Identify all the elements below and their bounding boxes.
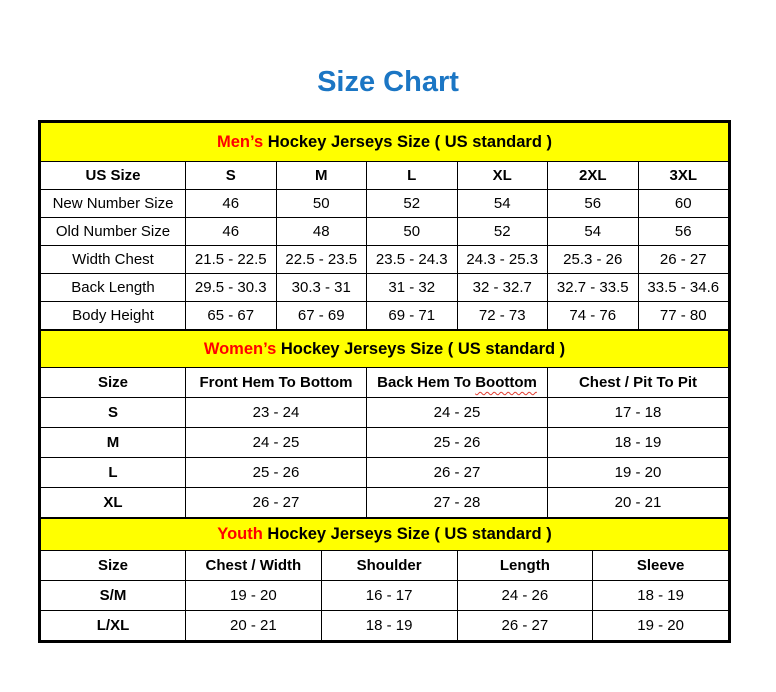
youth-banner-highlight: Youth (217, 525, 263, 543)
mens-col-header: XL (457, 162, 548, 190)
mens-cell: 54 (457, 190, 548, 218)
page-title: Size Chart (317, 66, 459, 98)
mens-banner (41, 123, 729, 162)
womens-cell: 25 - 26 (186, 458, 367, 488)
womens-header-row (41, 368, 729, 398)
youth-cell: 19 - 20 (186, 581, 322, 611)
youth-col-header: Chest / Width (186, 551, 322, 581)
mens-col-header: 3XL (638, 162, 729, 190)
mens-cell: 24.3 - 25.3 (457, 246, 548, 274)
womens-banner-highlight: Women’s (203, 339, 277, 358)
mens-cell: 31 - 32 (367, 274, 458, 302)
youth-size-label: L/XL (41, 611, 186, 641)
womens-size-label: XL (41, 488, 186, 518)
mens-cell: 56 (638, 218, 729, 246)
mens-cell: 72 - 73 (457, 302, 548, 330)
mens-col-header: 2XL (548, 162, 639, 190)
mens-col-header: US Size (41, 162, 186, 190)
mens-cell: 23.5 - 24.3 (367, 246, 458, 274)
womens-banner-text: Hockey Jerseys Size ( US standard ) (276, 339, 566, 358)
mens-cell: 46 (186, 218, 277, 246)
youth-size-table (40, 518, 729, 641)
mens-cell: 30.3 - 31 (276, 274, 367, 302)
womens-cell: 26 - 27 (186, 488, 367, 518)
womens-size-label: L (41, 458, 186, 488)
mens-cell: 46 (186, 190, 277, 218)
womens-col-back-prefix: Back Hem To (377, 374, 476, 391)
mens-banner-highlight: Men’s (216, 132, 264, 151)
mens-cell: 33.5 - 34.6 (638, 274, 729, 302)
womens-size-table (40, 330, 729, 518)
mens-header-row (41, 162, 729, 190)
mens-cell: 32 - 32.7 (457, 274, 548, 302)
womens-cell: 24 - 25 (367, 398, 548, 428)
youth-col-header: Sleeve (593, 551, 729, 581)
youth-col-header: Size (41, 551, 186, 581)
mens-col-header: S (186, 162, 277, 190)
mens-cell: 26 - 27 (638, 246, 729, 274)
mens-cell: 29.5 - 30.3 (186, 274, 277, 302)
youth-row-sm (41, 581, 729, 611)
womens-cell: 25 - 26 (367, 428, 548, 458)
youth-cell: 26 - 27 (457, 611, 593, 641)
mens-row-label: Body Height (41, 302, 186, 330)
youth-cell: 20 - 21 (186, 611, 322, 641)
womens-col-header: Size (41, 368, 186, 398)
mens-row-label: Back Length (41, 274, 186, 302)
mens-cell: 69 - 71 (367, 302, 458, 330)
mens-cell: 48 (276, 218, 367, 246)
youth-cell: 16 - 17 (321, 581, 457, 611)
mens-cell: 67 - 69 (276, 302, 367, 330)
mens-row-old-number (41, 218, 729, 246)
mens-row-body-height (41, 302, 729, 330)
womens-row-s (41, 398, 729, 428)
mens-cell: 32.7 - 33.5 (548, 274, 639, 302)
youth-cell: 18 - 19 (321, 611, 457, 641)
mens-cell: 74 - 76 (548, 302, 639, 330)
womens-size-label: M (41, 428, 186, 458)
mens-cell: 22.5 - 23.5 (276, 246, 367, 274)
mens-row-back-length (41, 274, 729, 302)
mens-row-label: Width Chest (41, 246, 186, 274)
mens-cell: 77 - 80 (638, 302, 729, 330)
womens-col-back-misspelled-word: Boottom (475, 374, 537, 391)
mens-cell: 65 - 67 (186, 302, 277, 330)
womens-banner-row (41, 331, 729, 368)
youth-col-header: Shoulder (321, 551, 457, 581)
mens-cell: 52 (457, 218, 548, 246)
mens-cell: 25.3 - 26 (548, 246, 639, 274)
size-chart-tables (38, 120, 731, 643)
mens-row-label: New Number Size (41, 190, 186, 218)
womens-col-header (367, 368, 548, 398)
youth-banner (41, 519, 729, 551)
womens-row-xl (41, 488, 729, 518)
mens-cell: 60 (638, 190, 729, 218)
mens-col-header: M (276, 162, 367, 190)
womens-cell: 18 - 19 (548, 428, 729, 458)
womens-row-l (41, 458, 729, 488)
womens-col-header: Chest / Pit To Pit (548, 368, 729, 398)
mens-row-new-number (41, 190, 729, 218)
mens-size-table (40, 122, 729, 330)
womens-cell: 20 - 21 (548, 488, 729, 518)
mens-cell: 52 (367, 190, 458, 218)
womens-row-m (41, 428, 729, 458)
mens-banner-row (41, 123, 729, 162)
youth-header-row (41, 551, 729, 581)
womens-cell: 23 - 24 (186, 398, 367, 428)
youth-col-header: Length (457, 551, 593, 581)
youth-cell: 19 - 20 (593, 611, 729, 641)
youth-banner-text: Hockey Jerseys Size ( US standard ) (262, 525, 552, 543)
womens-cell: 24 - 25 (186, 428, 367, 458)
womens-cell: 17 - 18 (548, 398, 729, 428)
mens-banner-text: Hockey Jerseys Size ( US standard ) (263, 132, 553, 151)
youth-banner-row (41, 519, 729, 551)
youth-row-lxl (41, 611, 729, 641)
youth-cell: 24 - 26 (457, 581, 593, 611)
mens-cell: 50 (367, 218, 458, 246)
womens-cell: 26 - 27 (367, 458, 548, 488)
mens-row-width-chest (41, 246, 729, 274)
womens-cell: 19 - 20 (548, 458, 729, 488)
mens-cell: 21.5 - 22.5 (186, 246, 277, 274)
mens-row-label: Old Number Size (41, 218, 186, 246)
mens-cell: 54 (548, 218, 639, 246)
youth-size-label: S/M (41, 581, 186, 611)
mens-cell: 56 (548, 190, 639, 218)
womens-cell: 27 - 28 (367, 488, 548, 518)
mens-col-header: L (367, 162, 458, 190)
youth-cell: 18 - 19 (593, 581, 729, 611)
womens-banner (41, 331, 729, 368)
womens-size-label: S (41, 398, 186, 428)
mens-cell: 50 (276, 190, 367, 218)
womens-col-header: Front Hem To Bottom (186, 368, 367, 398)
